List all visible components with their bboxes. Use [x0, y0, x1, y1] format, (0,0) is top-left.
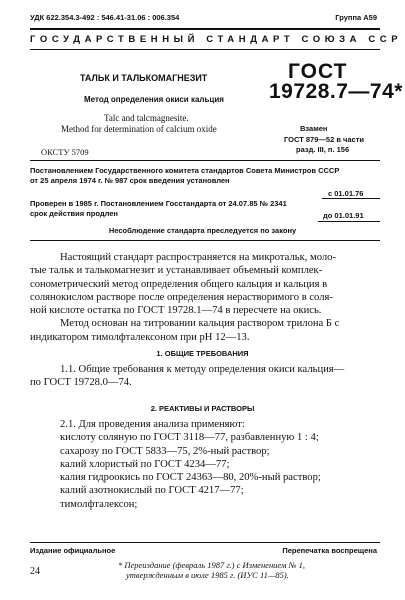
section-1-body — [30, 363, 344, 390]
replaces-line-2: разд. III, п. 156 — [296, 145, 350, 154]
decree-date-2: до 01.01.91 — [323, 211, 364, 220]
non-observance-notice: Несоблюдение стандарта преследуется по закону — [108, 226, 297, 235]
text-line: тые тальк и талькомагнезит и устанавливает объемный комплек- — [30, 265, 323, 277]
section-2-heading: 2. РЕАКТИВЫ И РАСТВОРЫ — [150, 404, 255, 413]
text-line: ной кислоте остатка по ГОСТ 19728.1—74 в пересчете на окись. — [30, 305, 322, 317]
replaces-line-1: ГОСТ 879—52 в части — [284, 135, 364, 144]
method-ru: Метод определения окиси кальция — [84, 95, 224, 104]
page-number: 24 — [30, 566, 40, 577]
text-line: 2.1. Для проведения анализа применяют: — [60, 419, 245, 430]
decree-line-2: от 25 апреля 1974 г. № 987 срок введения установлен — [30, 176, 230, 185]
udk-code: УДК 622.354.3-492 : 546.41-31.06 : 006.354 — [30, 13, 180, 22]
okstu-code: ОКСТУ 5709 — [41, 147, 89, 157]
replaces-label: Взамен — [300, 124, 328, 133]
footnote-line-2: утвержденным в июле 1985 г. (ИУС 11—85). — [126, 570, 289, 580]
standard-banner: ГОСУДАРСТВЕННЫЙ СТАНДАРТ СОЮЗА ССР — [30, 34, 403, 45]
decree-line-1: Постановлением Государственного комитета стандартов Совета Министров СССР — [30, 166, 340, 175]
text-line: 1.1. Общие требования к методу определения окиси кальция— — [60, 364, 345, 375]
intro-paragraph — [30, 251, 339, 344]
text-line: Настоящий стандарт распространяется на микротальк, моло- — [60, 252, 337, 263]
reprint-notice: Перепечатка воспрещена — [282, 546, 377, 555]
section-1-heading: 1. ОБЩИЕ ТРЕБОВАНИЯ — [156, 349, 249, 358]
decree-date-1: с 01.01.76 — [328, 189, 364, 198]
decree-divider — [30, 160, 380, 161]
text-line: индикатором тимолфталексоном при pH 12—13. — [30, 331, 250, 343]
text-line: сахарозу по ГОСТ 5833—75, 2%-ный раствор; — [60, 445, 270, 457]
group-code: Группа А59 — [335, 13, 377, 22]
top-rule-thin — [30, 49, 380, 50]
text-line: по ГОСТ 19728.0—74. — [30, 377, 132, 389]
section-2-body — [30, 418, 321, 511]
decree-date-rule-2 — [318, 221, 380, 222]
text-line: солянокислом растворе после определения нерастворимого в соля- — [30, 291, 333, 303]
text-line: сонометрический метод определения общего кальция и кальция в — [30, 278, 328, 290]
method-en: Method for determination of calcium oxide — [61, 124, 217, 134]
top-rule-thick — [30, 28, 380, 30]
gost-number: 19728.7—74* — [269, 80, 403, 103]
text-line: кислоту соляную по ГОСТ 3118—77, разбавленную 1 : 4; — [60, 432, 319, 444]
text-line: калий хлористый по ГОСТ 4234—77; — [60, 458, 230, 470]
footer-rule — [30, 542, 380, 543]
text-line: калий азотнокислый по ГОСТ 4217—77; — [60, 485, 244, 497]
text-line: тимолфталексон; — [60, 498, 138, 510]
footnote-line-1: * Переиздание (февраль 1987 г.) с Изменением № 1, — [118, 560, 306, 570]
intro-divider — [30, 240, 380, 241]
text-line: Метод основан на титровании кальция раствором трилона Б с — [60, 318, 340, 330]
title-en: Talc and talcmagnesite. — [104, 113, 189, 123]
gost-label: ГОСТ — [288, 60, 348, 83]
decree-date-rule-1 — [322, 198, 380, 199]
edition-label: Издание официальное — [30, 546, 116, 555]
decree-line-4: срок действия продлен — [30, 209, 118, 218]
title-ru: ТАЛЬК И ТАЛЬКОМАГНЕЗИТ — [80, 73, 208, 83]
text-line: калия гидроокись по ГОСТ 24363—80, 20%-ный раствор; — [60, 472, 321, 484]
decree-line-3: Проверен в 1985 г. Постановлением Госстандарта от 24.07.85 № 2341 — [30, 199, 287, 208]
